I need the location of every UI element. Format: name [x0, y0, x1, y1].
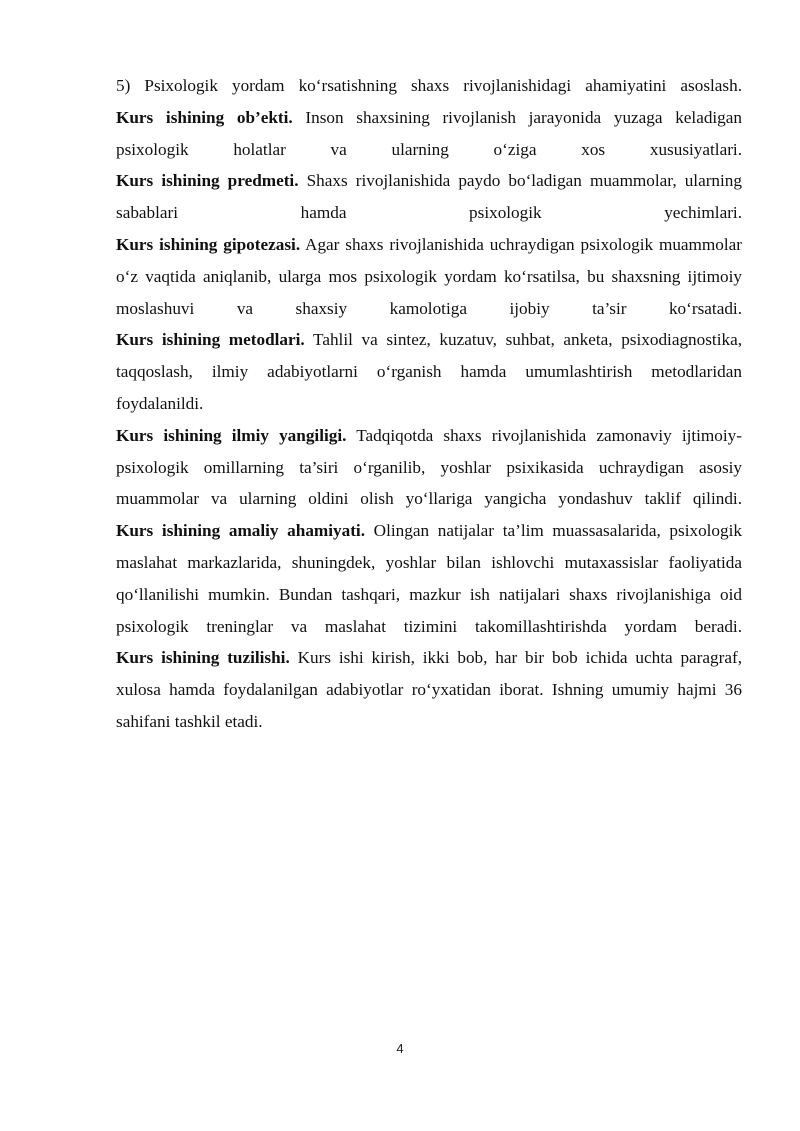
document-body: [116, 70, 742, 738]
paragraph-hypothesis-text: Agar shaxs rivojlanishida uchraydigan psixologik muammolar o‘z vaqtida aniqlanib, ularga mos psixologik yordam ko‘rsatilsa, bu shaxsning ijtimoiy moslashuvi va shaxsiy kamolotiga ijobiy ta’sir ko‘rsatadi.: [116, 234, 742, 318]
paragraph-subject-text: Shaxs rivojlanishida paydo bo‘ladigan muammolar, ularning sabablari hamda psixologik yechimlari.: [116, 171, 742, 223]
paragraph-hypothesis: [116, 229, 742, 324]
paragraph-methods: [116, 324, 742, 419]
paragraph-subject-heading: Kurs ishining predmeti.: [116, 171, 299, 191]
objective-item-5: [116, 70, 742, 102]
paragraph-novelty: [116, 420, 742, 515]
paragraph-subject: [116, 165, 742, 229]
paragraph-practical-significance: [116, 515, 742, 642]
paragraph-hypothesis-heading: Kurs ishining gipotezasi.: [116, 234, 301, 254]
paragraph-practical-significance-heading: Kurs ishining amaliy ahamiyati.: [116, 521, 366, 541]
paragraph-practical-significance-text: Olingan natijalar ta’lim muassasalarida, psixologik maslahat markazlarida, shuningdek, yoshlar bilan ishlovchi mutaxassislar faoliyatida qo‘llanilishi mumkin. Bundan tashqari, mazkur ish natijalari shaxs rivojlanishiga oid psixologik treninglar va maslahat tizimini takomillashtirishda yordam beradi.: [116, 521, 742, 636]
paragraph-structure-text: Kurs ishi kirish, ikki bob, har bir bob ichida uchta paragraf, xulosa hamda foydalanilgan adabiyotlar ro‘yxatidan iborat. Ishning umumiy hajmi 36 sahifani tashkil etadi.: [116, 648, 742, 731]
paragraph-methods-heading: Kurs ishining metodlari.: [116, 330, 305, 350]
paragraph-object-heading: Kurs ishining ob’ekti.: [116, 107, 293, 127]
paragraph-novelty-heading: Kurs ishining ilmiy yangiligi.: [116, 425, 347, 445]
page-number: 4: [396, 1041, 404, 1056]
paragraph-novelty-text: Tadqiqotda shaxs rivojlanishida zamonaviy ijtimoiy-psixologik omillarning ta’siri o‘rganilib, yoshlar psixikasida uchraydigan asosiy muammolar va ularning oldini olish yo‘llariga yangicha yondashuv taklif qilindi.: [116, 425, 742, 509]
paragraph-methods-text: Tahlil va sintez, kuzatuv, suhbat, anketa, psixodiagnostika, taqqoslash, ilmiy adabiyotlarni o‘rganish hamda umumlashtirish metodlaridan foydalanildi.: [116, 330, 742, 413]
paragraph-object-text: Inson shaxsining rivojlanish jarayonida yuzaga keladigan psixologik holatlar va ularning o‘ziga xos xususiyatlari.: [116, 107, 743, 159]
objective-item-5-text: 5) Psixologik yordam ko‘rsatishning shaxs rivojlanishidagi ahamiyatini asoslash.: [116, 76, 742, 95]
paragraph-object: [116, 102, 742, 166]
paragraph-structure: [116, 642, 742, 737]
paragraph-structure-heading: Kurs ishining tuzilishi.: [116, 648, 290, 668]
